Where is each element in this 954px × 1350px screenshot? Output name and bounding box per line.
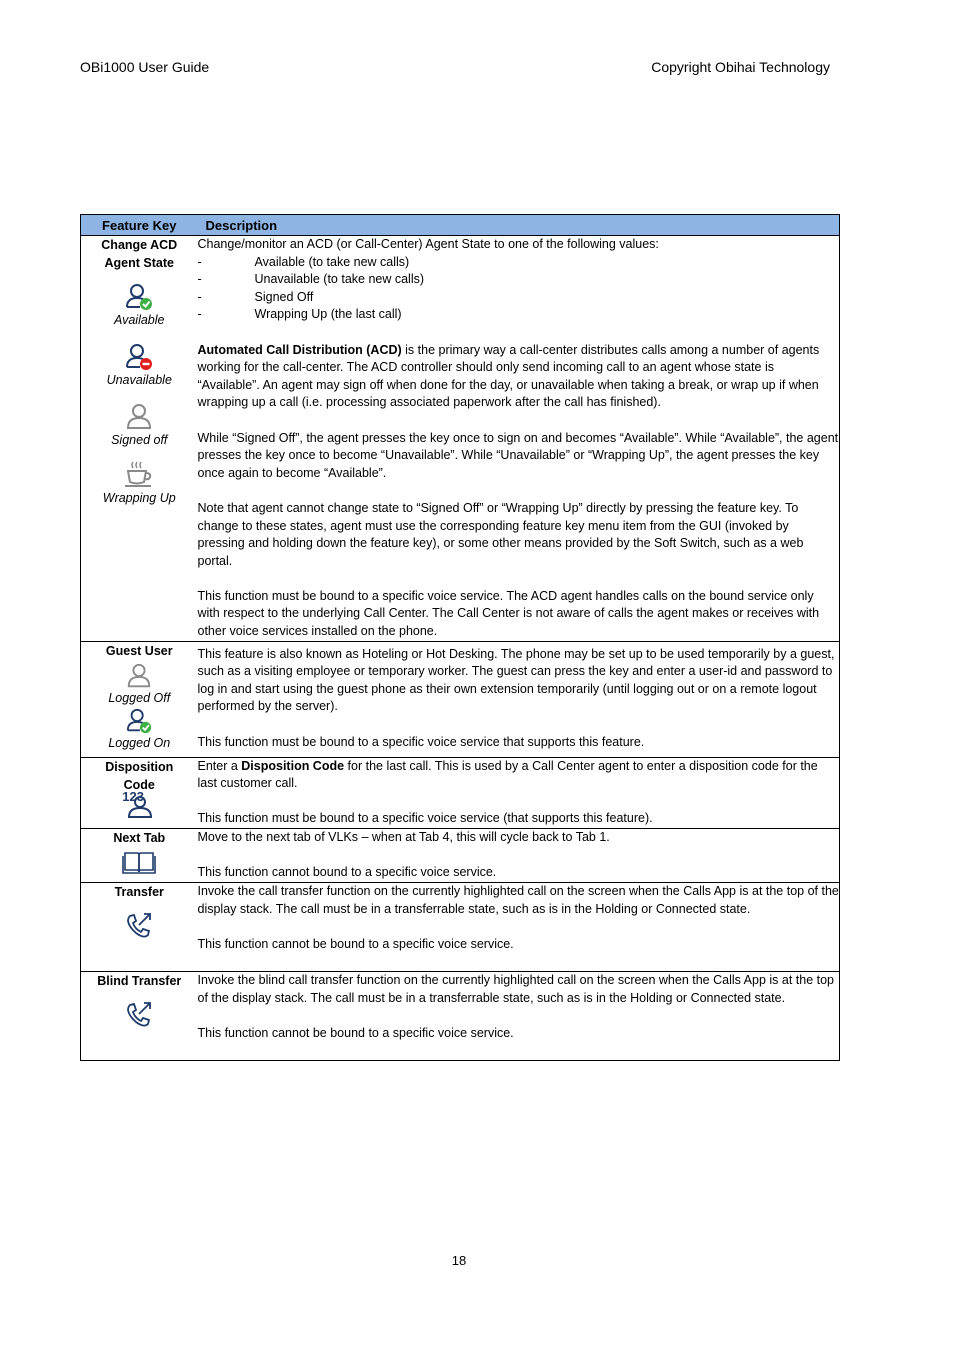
description-cell <box>198 236 840 642</box>
description-paragraph: Note that agent cannot change state to “Signed Off” or “Wrapping Up” directly by pressing the feature key. To change to these states, agent must use the corresponding feature key menu item from the GUI (invoked by pressing and holding down the feature key), or some other means provided by the Soft Switch, such as a web portal. <box>197 500 804 568</box>
feature-key-column-header: Feature Key <box>81 215 198 236</box>
feature-key-cell <box>81 236 198 642</box>
person-unavailable-icon <box>124 342 154 372</box>
list-item: - Wrapping Up (the last call) <box>197 307 402 322</box>
description-paragraph: This function cannot be bound to a specific voice service. <box>197 936 514 951</box>
state-logged-on-label: Logged On <box>108 735 171 750</box>
state-wrapping-up-label: Wrapping Up <box>102 491 176 505</box>
description-paragraph: While “Signed Off”, the agent presses the key once to sign on and becomes “Available”. While “Available”, the agent presses the key once to become “Unavailable”. While “Unavailable” or “Wrapping Up”, the agent presses the key once again to become “Available”. <box>197 430 839 480</box>
copyright-notice: Copyright Obihai Technology <box>651 59 830 75</box>
feature-key-name: Disposition <box>105 759 174 774</box>
feature-key-name: Guest User <box>105 643 173 658</box>
feature-key-name-line2: Code <box>123 777 155 792</box>
description-paragraph: This function must be bound to a specific voice service that supports this feature. <box>197 734 645 749</box>
description-cell <box>198 829 840 883</box>
person-available-icon <box>124 282 154 312</box>
feature-key-cell <box>81 972 198 1061</box>
feature-key-name: Blind Transfer <box>97 974 182 989</box>
feature-key-name-line2: Agent State <box>104 256 174 270</box>
table-row <box>81 972 840 1061</box>
feature-key-name: Next Tab <box>113 831 166 846</box>
feature-key-table <box>80 214 840 1061</box>
description-paragraph: This function cannot be bound to a specific voice service. <box>197 1025 514 1040</box>
description-cell <box>198 641 840 757</box>
description-paragraph: Invoke the blind call transfer function on the currently highlighted call on the screen when the Calls App is at the top of the display stack. The call must be in a transferrable state, such as is in the Holding or Connected state. <box>197 973 834 1005</box>
document-title: OBi1000 User Guide <box>80 59 210 75</box>
state-logged-off-label: Logged Off <box>108 690 171 705</box>
table-row <box>81 641 840 757</box>
coffee-cup-icon <box>123 460 155 490</box>
description-paragraph: Move to the next tab of VLKs – when at Tab 4, this will cycle back to Tab 1. <box>197 830 610 845</box>
feature-key-cell <box>81 641 198 757</box>
feature-key-name: Change ACD <box>101 238 178 252</box>
person-logged-off-icon <box>125 662 153 690</box>
description-cell <box>198 883 840 972</box>
table-row <box>81 757 840 828</box>
description-paragraph: Automated Call Distribution (ACD) is the primary way a call-center distributes calls among a number of agents working for the call-center. The ACD controller should only send incoming call to an agent whose state is “Available”. An agent may sign off when done for the day, or unavailable when taking a break, or wrap up if when wrapping up a call (i.e. processing associated paperwork after the call has finished). <box>197 342 820 410</box>
description-paragraph: This feature is also known as Hoteling or Hot Desking. The phone may be set up to be used temporarily by a guest, such as a visiting employee or temporary worker. The guest can press the key and enter a user-id and password to log in and start using the guest phone as their own extension temporarily (until logging out or on a remote logout performed by the server). <box>197 646 835 714</box>
description-cell <box>198 972 840 1061</box>
description-paragraph: This function must be bound to a specific voice service. The ACD agent handles calls on the bound service only with respect to the underlying Call Center. The Call Center is not aware of calls the agent makes or receives with other voice services installed on the phone. <box>197 588 820 639</box>
page-number: 18 <box>451 1253 467 1268</box>
table-row <box>81 829 840 883</box>
person-logged-on-icon <box>125 707 153 735</box>
list-item: - Unavailable (to take new calls) <box>197 272 425 287</box>
description-paragraph: This function cannot bound to a specific voice service. <box>197 865 497 880</box>
list-item: - Signed Off <box>197 289 314 304</box>
state-unavailable-label: Unavailable <box>106 373 172 387</box>
open-book-icon <box>122 849 156 875</box>
table-header-row <box>81 215 840 236</box>
table-row <box>81 883 840 972</box>
feature-key-name: Transfer <box>114 885 164 900</box>
feature-key-cell <box>81 883 198 972</box>
table-row <box>81 236 840 642</box>
blind-transfer-phone-icon <box>124 1000 154 1030</box>
feature-key-cell <box>81 757 198 828</box>
state-available-label: Available <box>113 313 165 327</box>
feature-key-cell <box>81 829 198 883</box>
state-signed-off-label: Signed off <box>111 433 168 447</box>
description-paragraph: Invoke the call transfer function on the currently highlighted call on the screen when the Calls App is at the top of the display stack. The call must be in a transferrable state, such as is in the Holding or Connected state. <box>197 884 839 916</box>
person-signed-off-icon <box>124 402 154 432</box>
description-paragraph: This function must be bound to a specific voice service (that supports this feature). <box>197 811 653 826</box>
description-paragraph: Enter a Disposition Code for the last call. This is used by a Call Center agent to enter a disposition code for the last customer call. <box>197 758 818 791</box>
description-cell <box>198 757 840 828</box>
list-item: - Available (to take new calls) <box>197 254 410 269</box>
transfer-phone-icon <box>124 911 154 941</box>
description-column-header: Description <box>198 215 840 236</box>
description-intro: Change/monitor an ACD (or Call-Center) Agent State to one of the following values: <box>197 237 659 251</box>
disposition-code-icon: 123 <box>122 791 156 819</box>
